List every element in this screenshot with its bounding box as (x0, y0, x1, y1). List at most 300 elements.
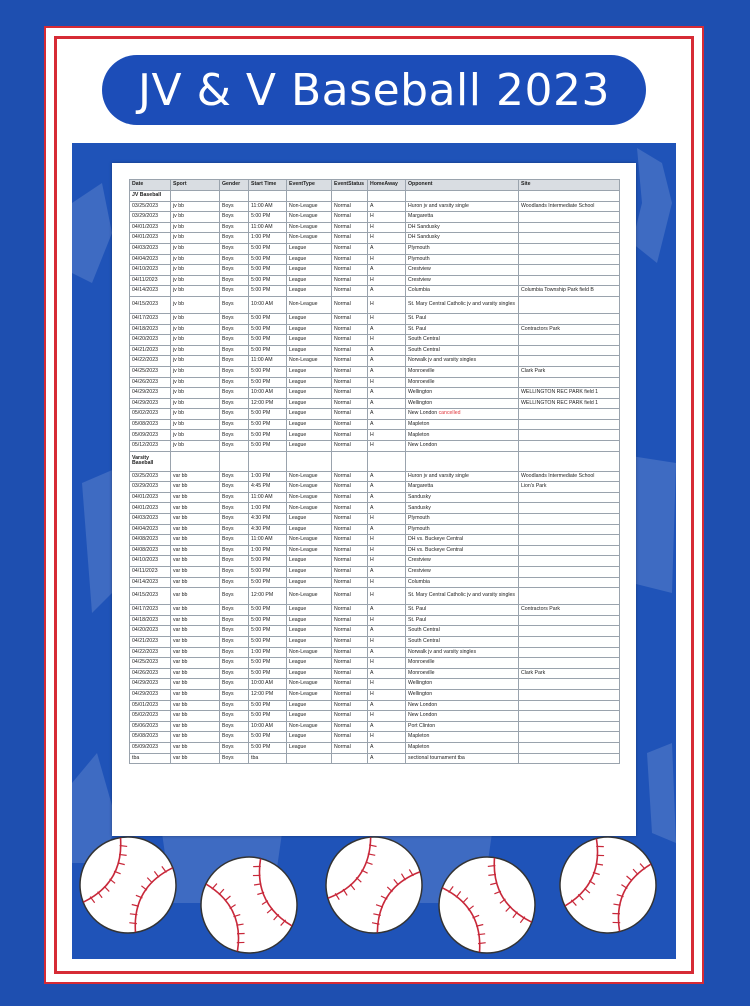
cell-text: Normal (334, 420, 351, 427)
table-cell (519, 286, 620, 297)
table-cell (130, 679, 171, 690)
cell-text: Normal (334, 659, 351, 666)
table-cell (287, 545, 332, 556)
cell-text: 04/01/2023 (132, 504, 158, 511)
table-cell (249, 689, 287, 700)
table-cell (287, 636, 332, 647)
table-cell (171, 430, 220, 441)
table-row (130, 356, 620, 367)
table-cell (171, 492, 220, 503)
cell-text: 12:00 PM (251, 592, 274, 599)
cell-text: Normal (334, 472, 351, 479)
table-cell (368, 689, 406, 700)
table-cell (249, 471, 287, 482)
cell-text: Boys (222, 389, 234, 396)
table-cell (519, 742, 620, 753)
table-cell (519, 275, 620, 286)
table-cell (249, 335, 287, 346)
cell-text: A (370, 266, 374, 273)
cell-text: WELLINGTON REC PARK field 1 (521, 399, 599, 406)
table-cell (171, 471, 220, 482)
table-cell (332, 626, 368, 637)
table-cell (171, 605, 220, 616)
table-cell (249, 324, 287, 335)
table-cell (406, 441, 519, 452)
cell-text: League (289, 255, 307, 262)
cell-text: H (370, 546, 374, 553)
cell-text: jv bb (173, 287, 184, 294)
cell-text: Normal (334, 336, 351, 343)
cell-text: H (370, 315, 374, 321)
table-cell (130, 265, 171, 276)
table-cell (406, 335, 519, 346)
cell-text: var bb (173, 525, 188, 532)
cell-text: Normal (334, 357, 351, 364)
cell-text: Normal (334, 315, 351, 321)
cell-text: var bb (173, 669, 188, 676)
table-cell (519, 201, 620, 212)
table-cell (130, 286, 171, 297)
cell-text: St. Paul (408, 325, 427, 332)
table-cell (519, 658, 620, 669)
table-cell (406, 588, 519, 605)
cell-text: 5:00 PM (251, 367, 271, 374)
table-cell (220, 626, 249, 637)
table-cell (332, 689, 368, 700)
table-cell (249, 679, 287, 690)
table-cell (368, 605, 406, 616)
cell-text: Non-League (289, 648, 318, 655)
table-cell (368, 626, 406, 637)
table-cell (287, 243, 332, 254)
table-cell (287, 742, 332, 753)
table-row (130, 243, 620, 254)
cell-text: 03/25/2023 (132, 472, 158, 479)
cell-text: 05/02/2023 (132, 712, 158, 719)
cell-text: 5:00 PM (251, 336, 271, 343)
cell-text: Boys (222, 399, 234, 406)
table-cell (130, 615, 171, 626)
column-header: HomeAway (368, 180, 406, 191)
table-cell (130, 366, 171, 377)
table-cell (249, 201, 287, 212)
cell-text: 5:00 PM (251, 315, 271, 321)
table-cell (287, 679, 332, 690)
table-cell (130, 689, 171, 700)
cell-text: Normal (334, 301, 351, 308)
table-cell (368, 711, 406, 722)
cell-text: Boys (222, 722, 234, 729)
table-row (130, 222, 620, 233)
table-cell (406, 313, 519, 324)
cell-text: Boys (222, 493, 234, 500)
cell-text: League (289, 743, 307, 750)
table-cell (519, 409, 620, 420)
cell-text: A (370, 504, 374, 511)
table-cell (287, 212, 332, 223)
table-cell (368, 201, 406, 212)
table-cell (368, 647, 406, 658)
table-cell (130, 514, 171, 525)
cell-text: H (370, 431, 374, 438)
cell-text: Normal (334, 616, 351, 623)
table-cell (332, 514, 368, 525)
cell-text: H (370, 276, 374, 283)
table-cell (332, 388, 368, 399)
table-row (130, 647, 620, 658)
table-cell (332, 243, 368, 254)
table-cell (287, 398, 332, 409)
column-header: EventStatus (332, 180, 368, 191)
table-cell (368, 732, 406, 743)
table-cell (171, 753, 220, 764)
cell-text: H (370, 638, 374, 645)
table-cell (220, 377, 249, 388)
table-cell (171, 700, 220, 711)
cell-text: Boys (222, 568, 234, 575)
table-body (130, 191, 620, 764)
cell-text: Normal (334, 493, 351, 500)
cell-text: League (289, 525, 307, 532)
table-cell (220, 275, 249, 286)
cell-text: Margaretta (408, 213, 434, 220)
table-cell (220, 430, 249, 441)
cell-text: A (370, 202, 374, 209)
cell-text: League (289, 638, 307, 645)
table-cell (130, 711, 171, 722)
table-cell (171, 335, 220, 346)
table-cell (220, 313, 249, 324)
cell-text: sectional tournament tba (408, 754, 465, 761)
table-cell (220, 366, 249, 377)
cell-text: Non-League (289, 592, 318, 599)
table-cell (249, 577, 287, 588)
cell-text: League (289, 568, 307, 575)
cell-text: 10:00 AM (251, 722, 273, 729)
table-cell (332, 233, 368, 244)
table-cell (220, 286, 249, 297)
cell-text: 04/29/2023 (132, 691, 158, 697)
table-row (130, 212, 620, 223)
table-cell (171, 324, 220, 335)
table-cell (287, 335, 332, 346)
table-cell (368, 492, 406, 503)
cell-text: 04/29/2023 (132, 399, 158, 406)
cell-text: Normal (334, 701, 351, 708)
table-cell (519, 398, 620, 409)
table-cell (368, 243, 406, 254)
cell-text: 05/08/2023 (132, 420, 158, 427)
cell-text: 04/25/2023 (132, 659, 158, 666)
table-cell (332, 313, 368, 324)
table-cell (130, 567, 171, 578)
table-cell (220, 556, 249, 567)
cell-text: 04/11/2023 (132, 568, 158, 575)
table-cell (171, 732, 220, 743)
cell-text: Boys (222, 536, 234, 543)
cell-text: 11:00 AM (251, 536, 273, 543)
cell-text: WELLINGTON REC PARK field 1 (521, 389, 599, 396)
cell-text: 04/08/2023 (132, 546, 158, 553)
table-cell (130, 524, 171, 535)
table-cell (332, 398, 368, 409)
table-cell (249, 419, 287, 430)
table-cell (332, 324, 368, 335)
cell-text: A (370, 483, 374, 490)
table-cell (519, 753, 620, 764)
table-cell (171, 419, 220, 430)
cell-text: 5:00 PM (251, 712, 271, 719)
cell-text: 5:00 PM (251, 266, 271, 273)
cell-text: H (370, 680, 374, 687)
table-cell (519, 700, 620, 711)
table-cell (406, 689, 519, 700)
cell-text: Non-League (289, 357, 318, 364)
table-cell (171, 647, 220, 658)
table-cell (368, 296, 406, 313)
cell-text: H (370, 378, 374, 385)
cell-text: Normal (334, 712, 351, 719)
cell-text: A (370, 669, 374, 676)
cell-text: 04/04/2023 (132, 525, 158, 532)
table-cell (332, 503, 368, 514)
cell-text: Normal (334, 606, 351, 613)
cell-text: 04/21/2023 (132, 638, 158, 645)
table-cell (171, 212, 220, 223)
table-cell (332, 430, 368, 441)
cell-text: A (370, 568, 374, 575)
table-cell (220, 700, 249, 711)
cell-text: Clark Park (521, 367, 546, 374)
cell-text: Columbia (408, 287, 430, 294)
table-cell (519, 636, 620, 647)
table-cell (220, 201, 249, 212)
table-row (130, 658, 620, 669)
table-cell (171, 388, 220, 399)
cell-text: A (370, 743, 374, 750)
table-row (130, 265, 620, 276)
table-cell (519, 313, 620, 324)
table-cell (130, 535, 171, 546)
table-row (130, 398, 620, 409)
cell-text: League (289, 557, 307, 564)
empty-cell (406, 451, 519, 471)
cell-text: 5:00 PM (251, 420, 271, 427)
cell-text: Plymouth (408, 245, 430, 252)
table-cell (171, 658, 220, 669)
cell-text: Port Clinton (408, 722, 436, 729)
cell-text: Boys (222, 546, 234, 553)
table-cell (249, 636, 287, 647)
table-row (130, 441, 620, 452)
cell-text: South Central (408, 627, 440, 634)
table-row (130, 201, 620, 212)
cell-text: Boys (222, 701, 234, 708)
table-cell (406, 471, 519, 482)
table-cell (171, 222, 220, 233)
table-row (130, 366, 620, 377)
cell-text: A (370, 287, 374, 294)
cell-text: Normal (334, 378, 351, 385)
table-cell (220, 243, 249, 254)
cell-text: 04/10/2023 (132, 266, 158, 273)
table-cell (130, 471, 171, 482)
cell-text: Boys (222, 733, 234, 740)
cell-text: 5:00 PM (251, 627, 271, 634)
table-cell (287, 556, 332, 567)
cell-text: 04/21/2023 (132, 346, 158, 353)
table-cell (249, 545, 287, 556)
table-cell (287, 514, 332, 525)
cell-text: jv bb (173, 420, 184, 427)
cell-text: 5:00 PM (251, 276, 271, 283)
table-cell (332, 742, 368, 753)
cell-text: St. Paul (408, 616, 427, 623)
cell-text: jv bb (173, 301, 184, 308)
table-cell (332, 366, 368, 377)
cell-text: 03/29/2023 (132, 213, 158, 220)
cell-text: 04/01/2023 (132, 234, 158, 241)
cell-text: Normal (334, 410, 351, 417)
table-cell (332, 615, 368, 626)
cell-text: var bb (173, 472, 188, 479)
table-cell (220, 356, 249, 367)
cell-text: H (370, 234, 374, 241)
cell-text: Normal (334, 325, 351, 332)
cell-text: Normal (334, 504, 351, 511)
table-cell (368, 577, 406, 588)
cell-text: A (370, 245, 374, 252)
table-cell (368, 679, 406, 690)
table-cell (130, 345, 171, 356)
cell-text: A (370, 627, 374, 634)
cell-text: H (370, 733, 374, 740)
cell-text: tba (251, 754, 259, 761)
empty-cell (171, 191, 220, 202)
cell-text: Margaretta (408, 483, 434, 490)
table-row (130, 233, 620, 244)
table-cell (171, 377, 220, 388)
table-cell (332, 545, 368, 556)
table-cell (130, 647, 171, 658)
cell-text: 12:00 PM (251, 691, 274, 697)
cell-text: Normal (334, 743, 351, 750)
cell-text: var bb (173, 743, 188, 750)
cell-text: var bb (173, 648, 188, 655)
table-cell (220, 588, 249, 605)
table-cell (287, 626, 332, 637)
cell-text: Non-League (289, 691, 318, 697)
empty-cell (171, 451, 220, 471)
cell-text: var bb (173, 733, 188, 740)
cell-text: Boys (222, 245, 234, 252)
cell-text: League (289, 733, 307, 740)
cell-text: Columbia Township Park field B (521, 287, 594, 294)
table-row (130, 556, 620, 567)
table-cell (130, 545, 171, 556)
table-cell (406, 275, 519, 286)
cell-text: 1:00 PM (251, 648, 271, 655)
table-cell (130, 732, 171, 743)
table-cell (249, 313, 287, 324)
table-cell (406, 711, 519, 722)
table-cell (332, 441, 368, 452)
table-cell (287, 201, 332, 212)
cell-text: League (289, 367, 307, 374)
cell-text: League (289, 399, 307, 406)
table-cell (249, 588, 287, 605)
table-cell (130, 441, 171, 452)
cell-text: DH Sandusky (408, 234, 440, 241)
cell-text: 04/29/2023 (132, 389, 158, 396)
table-cell (519, 711, 620, 722)
cell-text: Boys (222, 616, 234, 623)
cell-text: League (289, 378, 307, 385)
table-cell (130, 222, 171, 233)
table-cell (406, 567, 519, 578)
table-cell (171, 626, 220, 637)
table-cell (406, 398, 519, 409)
table-cell (368, 324, 406, 335)
cell-text: Boys (222, 325, 234, 332)
table-cell (287, 254, 332, 265)
table-cell (220, 711, 249, 722)
cell-text: 5:00 PM (251, 701, 271, 708)
cell-text: League (289, 431, 307, 438)
cell-text: Normal (334, 722, 351, 729)
table-cell (220, 679, 249, 690)
table-cell (171, 535, 220, 546)
table-cell (249, 647, 287, 658)
table-cell (332, 212, 368, 223)
cell-text: Wellington (408, 680, 433, 687)
table-cell (287, 419, 332, 430)
cell-text: 04/03/2023 (132, 515, 158, 522)
table-cell (287, 700, 332, 711)
table-cell (249, 398, 287, 409)
cell-text: jv bb (173, 266, 184, 273)
table-row (130, 482, 620, 493)
table-cell (220, 742, 249, 753)
cell-text: H (370, 557, 374, 564)
cell-text: var bb (173, 606, 188, 613)
empty-cell (368, 191, 406, 202)
table-cell (368, 388, 406, 399)
table-cell (130, 742, 171, 753)
table-row (130, 636, 620, 647)
table-cell (220, 335, 249, 346)
table-cell (368, 742, 406, 753)
table-cell (249, 514, 287, 525)
table-row (130, 679, 620, 690)
table-cell (406, 732, 519, 743)
cell-text: Boys (222, 754, 234, 761)
cell-text: Lion's Park (521, 483, 547, 490)
table-cell (171, 275, 220, 286)
table-cell (332, 711, 368, 722)
table-cell (249, 711, 287, 722)
table-cell (406, 535, 519, 546)
table-cell (519, 377, 620, 388)
table-cell (287, 265, 332, 276)
table-cell (368, 265, 406, 276)
cell-text: Plymouth (408, 515, 430, 522)
cell-text: Norwalk jv and varsity singles (408, 357, 477, 364)
table-cell (171, 345, 220, 356)
empty-cell (332, 451, 368, 471)
table-cell (287, 658, 332, 669)
table-cell (332, 647, 368, 658)
